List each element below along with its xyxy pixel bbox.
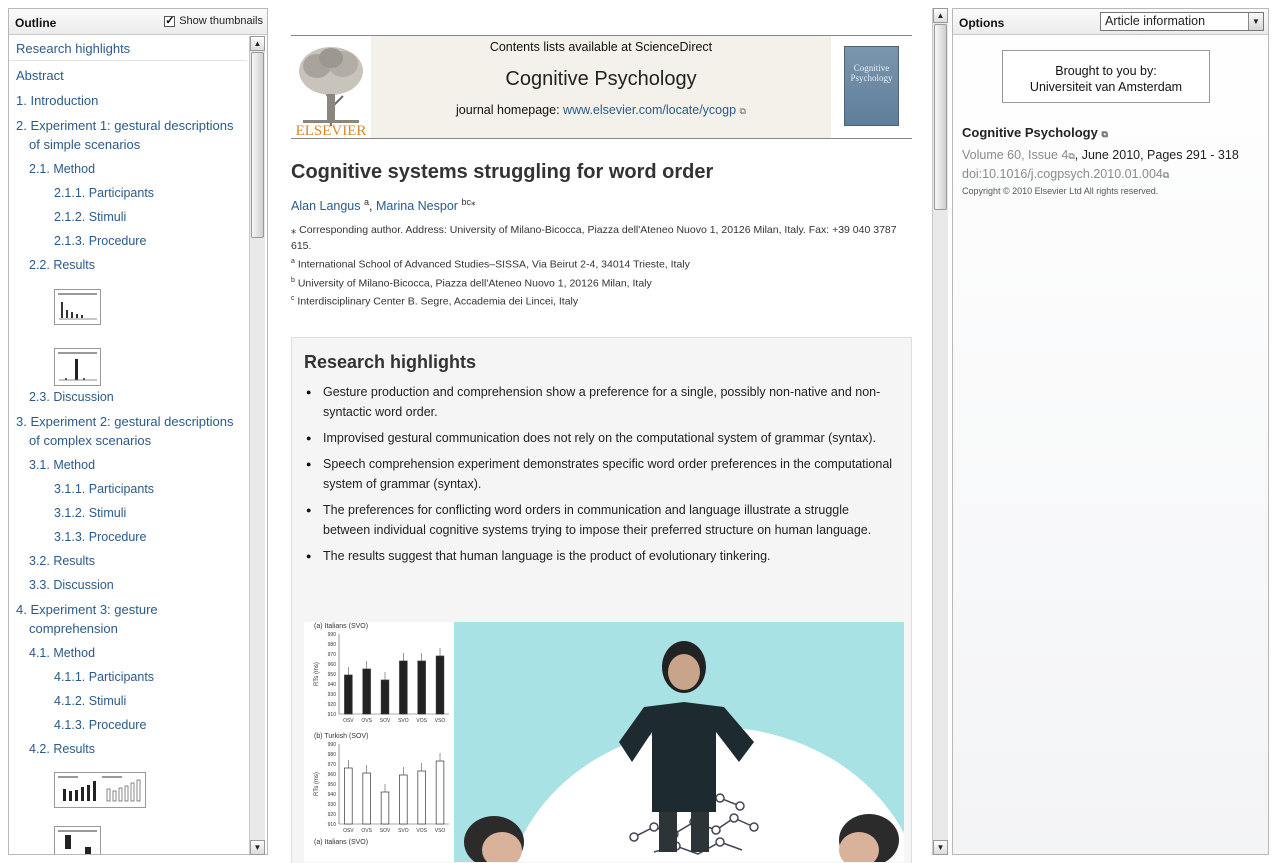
- highlight-item: ● The preferences for conflicting word orders in communication and language illustrate a struggle between individual cognitive systems trying to impose their preferred structure on human language.: [304, 500, 894, 540]
- tick-label: 920: [327, 702, 336, 708]
- masthead-center: [371, 36, 831, 138]
- article-pane: [270, 0, 930, 863]
- author-link[interactable]: Alan Langus: [291, 199, 361, 214]
- journal-homepage: [371, 103, 831, 117]
- figure-photo-illustration: [454, 622, 904, 862]
- tick-label: 950: [327, 782, 336, 788]
- figure-thumbnail[interactable]: [54, 289, 101, 325]
- outline-item[interactable]: 3.1.3. Procedure: [54, 530, 147, 544]
- panel-title: (a) Italians (SVO): [314, 623, 369, 630]
- bar: [363, 669, 371, 714]
- bar: [400, 661, 408, 714]
- journal-masthead: [291, 35, 912, 139]
- figure-thumbnail[interactable]: [54, 348, 101, 386]
- elsevier-wordmark: ELSEVIER: [295, 123, 367, 138]
- category-label: SVO: [398, 828, 409, 834]
- article-information: [962, 125, 1257, 196]
- outline-item[interactable]: 2.1.2. Stimuli: [54, 210, 127, 224]
- tick-label: 990: [327, 742, 336, 748]
- external-link-icon: ⧉: [739, 106, 746, 116]
- bar: [436, 656, 444, 714]
- journal-title-link[interactable]: Cognitive Psychology ⧉: [962, 125, 1108, 140]
- doi-link[interactable]: doi:10.1016/j.cogpsych.2010.01.004: [962, 167, 1163, 181]
- tick-label: 990: [327, 632, 336, 638]
- category-label: SVO: [398, 718, 409, 724]
- bar: [363, 773, 371, 824]
- volume-issue-link[interactable]: Volume 60, Issue 4: [962, 148, 1069, 162]
- bar: [345, 768, 353, 824]
- external-link-icon: ⧉: [1162, 170, 1170, 180]
- highlight-item: ● Gesture production and comprehension show a preference for a single, possibly non-native and non-syntactic word order.: [304, 382, 894, 422]
- outline-item[interactable]: 4.1. Method: [29, 646, 96, 660]
- outline-item[interactable]: 2.1.1. Participants: [54, 186, 155, 200]
- y-axis-label: RTs (ms): [314, 662, 320, 686]
- outline-list: [9, 36, 249, 854]
- outline-item[interactable]: 3.1. Method: [29, 458, 96, 472]
- author-affiliation-marker: bc⁎: [461, 197, 476, 207]
- outline-item[interactable]: 3.3. Discussion: [29, 578, 114, 592]
- category-label: VSO: [434, 828, 446, 834]
- scroll-up-arrow-icon[interactable]: ▲: [250, 36, 265, 51]
- category-label: OSV: [343, 718, 354, 724]
- whispering-face-left: [464, 816, 524, 862]
- journal-homepage-link[interactable]: www.elsevier.com/locate/ycogp: [563, 103, 737, 117]
- outline-panel: [8, 8, 268, 855]
- outline-header: [9, 9, 267, 35]
- highlight-item: ● Improvised gestural communication does not rely on the computational system of grammar (syntax).: [304, 428, 894, 448]
- volume-info: [962, 146, 1257, 184]
- tick-label: 980: [327, 642, 336, 648]
- tick-label: 920: [327, 812, 336, 818]
- tick-label: 970: [327, 652, 336, 658]
- category-label: OVS: [361, 718, 372, 724]
- options-title: Options: [959, 16, 1005, 30]
- brought-to-you-label: Brought to you by:: [1055, 64, 1157, 78]
- outline-item[interactable]: 4.1.1. Participants: [54, 670, 155, 684]
- tick-label: 910: [327, 712, 336, 718]
- affiliation-item: $^c$ Interdisciplinary Center B. Segre, Accademia dei Lincei, Italy: [291, 295, 579, 308]
- tick-label: 940: [327, 682, 336, 688]
- tick-label: 960: [327, 772, 336, 778]
- bar: [381, 792, 389, 824]
- outline-item[interactable]: Abstract: [16, 68, 64, 83]
- highlight-item: ● Speech comprehension experiment demonstrates specific word order preferences in the computational system of grammar (syntax).: [304, 454, 894, 494]
- journal-name: Cognitive Psychology: [505, 68, 697, 90]
- tick-label: 930: [327, 692, 336, 698]
- date-pages: , June 2010, Pages 291 - 318: [1074, 148, 1239, 162]
- affiliation-item: $^a$ International School of Advanced Studies–SISSA, Via Beirut 2-4, 34014 Trieste, Italy: [291, 258, 690, 271]
- options-panel: [952, 8, 1269, 855]
- tick-label: 970: [327, 762, 336, 768]
- outline-title: Outline: [15, 16, 57, 30]
- research-highlights-box: [291, 337, 912, 863]
- outline-item[interactable]: Research highlights: [9, 36, 247, 61]
- bar: [418, 771, 426, 824]
- corresponding-author-note: ⁎ Corresponding author. Address: University of Milano-Bicocca, Piazza dell'Ateneo Nuovo 1, 20126 Milan, Italy. Fax: +39 040 3787 615.: [291, 224, 897, 252]
- show-thumbnails-checkbox[interactable]: [164, 16, 175, 27]
- elsevier-logo: [291, 36, 371, 138]
- scroll-up-arrow-icon[interactable]: ▲: [933, 8, 948, 23]
- outline-item[interactable]: 4. Experiment 3: gesture comprehension: [16, 602, 158, 636]
- tick-label: 950: [327, 672, 336, 678]
- external-link-icon: ⧉: [1101, 129, 1108, 139]
- institution-access-box: [1002, 50, 1210, 103]
- figure-thumbnail[interactable]: [54, 826, 101, 854]
- figure-bar-charts: [304, 622, 454, 862]
- figure-thumbnail[interactable]: [54, 772, 146, 808]
- outline-item[interactable]: 1. Introduction: [16, 93, 99, 108]
- author-link[interactable]: Marina Nespor: [375, 199, 458, 214]
- affiliations: [291, 222, 906, 310]
- tick-label: 960: [327, 662, 336, 668]
- contents-list-text: Contents lists available at ScienceDirect: [489, 40, 713, 54]
- panel-title: (b) Turkish (SOV): [314, 733, 369, 740]
- outline-scroll-thumb[interactable]: [251, 52, 264, 238]
- author-affiliation-marker: a: [364, 197, 370, 207]
- outline-item[interactable]: 3.1.1. Participants: [54, 482, 155, 496]
- copyright-text: Copyright © 2010 Elsevier Ltd All rights reserved.: [962, 186, 1159, 196]
- category-label: VOS: [416, 718, 427, 724]
- outline-item[interactable]: 4.1.2. Stimuli: [54, 694, 127, 708]
- cover-title: Cognitive Psychology: [850, 63, 893, 83]
- outline-item[interactable]: 2.3. Discussion: [29, 390, 114, 404]
- category-label: VSO: [434, 718, 446, 724]
- highlights-list: [304, 382, 894, 572]
- journal-homepage-label: journal homepage:: [456, 103, 564, 117]
- y-axis-label: RTs (ms): [314, 772, 320, 796]
- tick-label: 980: [327, 752, 336, 758]
- bar: [418, 661, 426, 714]
- author-list: Alan Langus $^a$, Marina Nespor $^{bc⁎}$: [291, 197, 476, 214]
- article-scroll-thumb[interactable]: [934, 24, 947, 210]
- outline-item[interactable]: 4.1.3. Procedure: [54, 718, 147, 732]
- options-header: [953, 9, 1268, 35]
- tick-label: 910: [327, 822, 336, 828]
- bar: [400, 775, 408, 824]
- scroll-down-arrow-icon[interactable]: ▼: [933, 840, 948, 855]
- outline-item[interactable]: 3.2. Results: [29, 554, 96, 568]
- bar: [345, 675, 353, 714]
- article-title: Cognitive systems struggling for word order: [291, 161, 714, 183]
- scroll-down-arrow-icon[interactable]: ▼: [250, 840, 265, 855]
- outline-item[interactable]: 2.1.3. Procedure: [54, 234, 147, 248]
- category-label: SOV: [379, 828, 391, 834]
- outline-scrollbar[interactable]: [249, 36, 265, 855]
- article-scrollbar[interactable]: [932, 8, 948, 855]
- highlight-item: ● The results suggest that human language is the product of evolutionary tinkering.: [304, 546, 894, 566]
- outline-item[interactable]: 3.1.2. Stimuli: [54, 506, 127, 520]
- outline-item[interactable]: 2. Experiment 1: gestural descriptions of simple scenarios: [16, 118, 234, 152]
- affiliation-item: $^b$ University of Milano-Bicocca, Piazza dell'Ateneo Nuovo 1, 20126 Milan, Italy: [291, 276, 652, 289]
- options-view-select[interactable]: [1100, 12, 1264, 31]
- panel-title: (a) Italians (SVO): [314, 839, 369, 846]
- outline-item[interactable]: 4.2. Results: [29, 742, 96, 756]
- outline-item[interactable]: 2.2. Results: [29, 258, 96, 272]
- category-label: OSV: [343, 828, 354, 834]
- figure-chart-panel: [304, 622, 454, 862]
- tick-label: 930: [327, 802, 336, 808]
- category-label: OVS: [361, 828, 372, 834]
- journal-cover-image: [844, 46, 899, 126]
- show-thumbnails-toggle[interactable]: [164, 15, 263, 27]
- options-select-value: Article information: [1105, 14, 1206, 28]
- bar: [436, 761, 444, 824]
- bar: [381, 680, 389, 714]
- outline-item[interactable]: 3. Experiment 2: gestural descriptions of complex scenarios: [16, 414, 234, 448]
- chevron-down-icon[interactable]: ▼: [1248, 13, 1263, 30]
- research-highlights-heading: Research highlights: [304, 352, 477, 372]
- graphical-abstract-figure[interactable]: [304, 622, 904, 862]
- outline-item[interactable]: 2.1. Method: [29, 162, 96, 176]
- institution-name: Universiteit van Amsterdam: [1029, 80, 1183, 94]
- external-link-icon: ⧉: [1068, 151, 1075, 161]
- tick-label: 940: [327, 792, 336, 798]
- category-label: VOS: [416, 828, 427, 834]
- category-label: SOV: [379, 718, 391, 724]
- show-thumbnails-label: Show thumbnails: [179, 15, 263, 27]
